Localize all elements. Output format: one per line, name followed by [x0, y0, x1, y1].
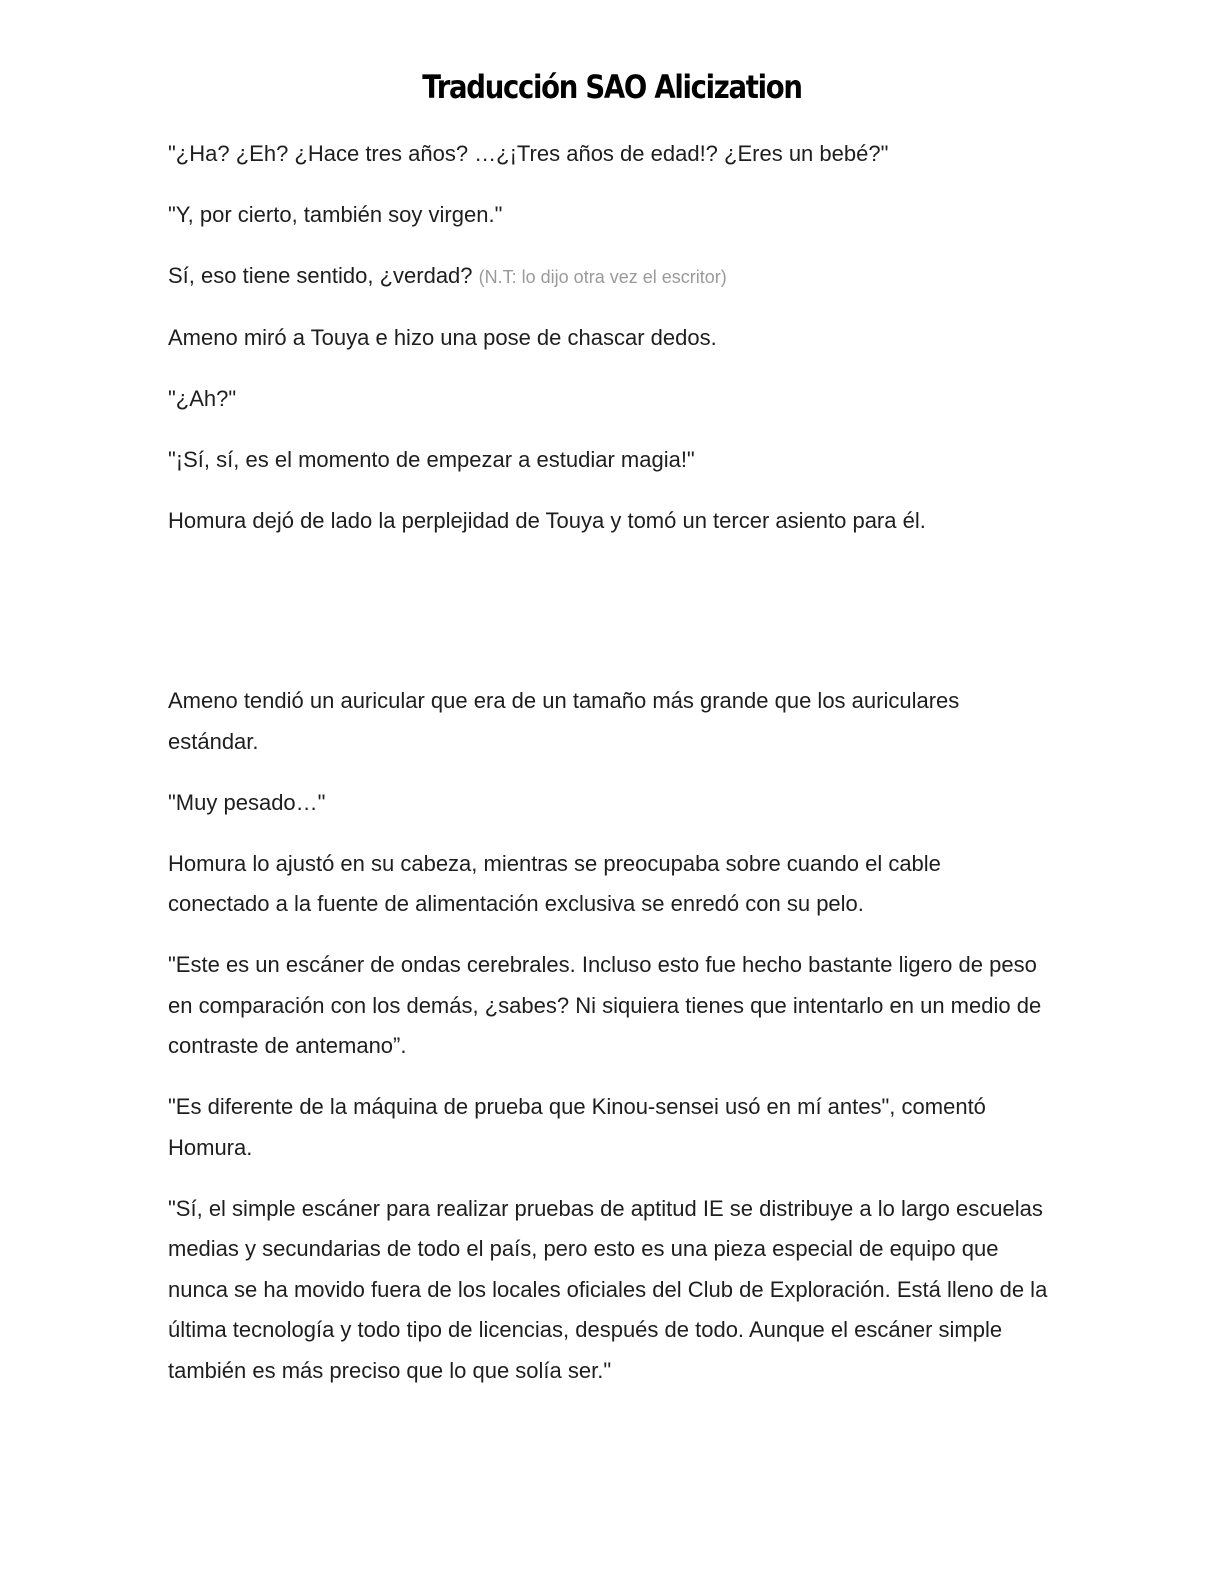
paragraph-with-note — [168, 256, 1048, 298]
paragraph: "¿Ha? ¿Eh? ¿Hace tres años? …¿¡Tres años de edad!? ¿Eres un bebé?" — [168, 141, 889, 166]
paragraph: "Sí, el simple escáner para realizar pruebas de aptitud IE se distribuye a lo largo escuelas medias y secundarias de todo el país, pero esto es una pieza especial de equipo que nunca se ha movido fuera de los locales oficiales del Club de Exploración. Está lleno de la última tecnología y todo tipo de licencias, después de todo. Aunque el escáner simple también es más preciso que lo que solía ser." — [168, 1195, 1048, 1383]
text-block-bottom — [168, 681, 1048, 1391]
paragraph: Homura dejó de lado la perplejidad de Touya y tomó un tercer asiento para él. — [168, 508, 926, 533]
translator-note: (N.T: lo dijo otra vez el escritor) — [478, 267, 727, 287]
paragraph: Ameno miró a Touya e hizo una pose de chascar dedos. — [168, 325, 717, 350]
paragraph: Homura lo ajustó en su cabeza, mientras se preocupaba sobre cuando el cable conectado a la fuente de alimentación exclusiva se enredó con su pelo. — [168, 850, 941, 916]
paragraph: "Es diferente de la máquina de prueba que Kinou-sensei usó en mí antes", comentó Homura. — [168, 1094, 986, 1160]
paragraph: Ameno tendió un auricular que era de un tamaño más grande que los auriculares estándar. — [168, 688, 960, 754]
document-title: Traducción SAO Alicization — [422, 68, 802, 106]
text-block-top — [168, 134, 1048, 542]
paragraph: "¡Sí, sí, es el momento de empezar a estudiar magia!" — [168, 447, 695, 472]
paragraph: "Muy pesado…" — [168, 789, 326, 815]
paragraph: "¿Ah?" — [168, 386, 237, 411]
paragraph: "Este es un escáner de ondas cerebrales. Incluso esto fue hecho bastante ligero de peso en comparación con los demás, ¿sabes? Ni siquiera tienes que intentarlo en un medio de contraste de antemano”. — [168, 952, 1042, 1058]
paragraph: "Y, por cierto, también soy virgen." — [168, 202, 503, 227]
paragraph-text: Sí, eso tiene sentido, ¿verdad? — [168, 263, 473, 288]
